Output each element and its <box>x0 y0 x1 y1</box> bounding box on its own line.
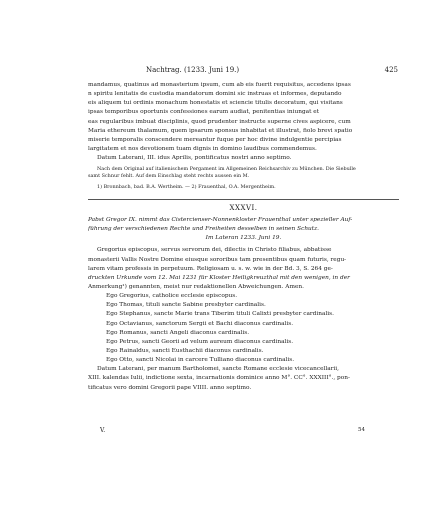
text-line: Datum Laterani, per manum Bartholomei, sancte Romane ecclesie vicecancellarii, <box>97 366 339 373</box>
regest-line: führung der verschiedenen Rechte und Freiheiten desselben in seinen Schutz. <box>88 226 320 233</box>
text-line: Gregorius episcopus, servus servorum dei, dilectis in Christo filiabus, abbatisse <box>97 247 332 254</box>
section-divider <box>88 199 399 200</box>
note-line: samt Schnur fehlt. Auf dem Einschlag steht rechts aussen ein M. <box>88 173 250 180</box>
top-text-block <box>88 81 399 163</box>
witness-line: Ego Petrus, sancti Georii ad velum aureum diaconus cardinalis. <box>106 338 294 345</box>
witness-line: Ego Otto, sancti Nicolai in carcere Tulliano diaconus cardinalis. <box>106 357 295 364</box>
text-line: ipsas temporibus oportunis confessiones earum audiat, penitentias iniungat et <box>88 109 320 116</box>
regest <box>88 216 399 234</box>
text-line: eas regularibus imbuat disciplinis, quod prudenter instructe superne cives aspicere, cum <box>88 118 351 125</box>
note-line: Nach dem Original auf italienischem Pergament im Allgemeinen Reichsarchiv zu München. Die Siebulle <box>97 166 356 173</box>
text-line: druckten Urkunde vom 12. Mai 1231 für Kloster Heiligkreuzthal mit den wenigen, in der <box>88 274 350 281</box>
witness-line: Ego Gregorius, catholice ecclesie episcopus. <box>106 293 238 300</box>
witness-line: Ego Stephanus, sancte Marie trans Tiberim tituli Calixti presbyter cardinalis. <box>106 311 334 318</box>
witness-list <box>88 292 399 365</box>
footnote: 1) Bronnbach, bad. B.A. Wertheim. — 2) Frauenthal, O.A. Mergentheim. <box>97 183 276 190</box>
dating-line: Datum Laterani, III. idus Aprilis, pontificatus nostri anno septimo. <box>97 155 292 162</box>
text-line: XIII. kalendas Iulii, indictione sexta, incarnationis dominice anno M°. CC°. XXXIII°., pon- <box>88 375 350 382</box>
text-line: monasterii Vallis Nostre Domine eiusque sororibus tam presentibus quam futuris, regu- <box>88 256 347 263</box>
text-line: tificatus vero domini Gregorii pape VIIII. anno septimo. <box>88 384 252 391</box>
text-line: Anmerkung¹) genannten, meist nur redaktionellen Abweichungen. Amen. <box>88 283 304 290</box>
witness-line: Ego Rainaldus, sancti Eusthachii diaconus cardinalis. <box>106 347 264 354</box>
witness-line: Ego Romanus, sancti Angeli diaconus cardinalis. <box>106 329 250 336</box>
volume-mark: V. <box>100 427 106 434</box>
running-title: Nachtrag. (1233. Juni 19.) <box>146 66 240 74</box>
regest-line: Pabst Gregor IX. nimmt das Cistercienser-Nonnenkloster Frauenthal unter spezieller Auf- <box>88 216 353 223</box>
source-note <box>88 166 399 180</box>
text-line: Maria ethereum thalamum, quem ipsarum sponsus inhabitat et illustrat, fiolo brevi spatio <box>88 127 353 134</box>
closing-text-block <box>88 365 399 392</box>
place-date: Im Lateran 1233. Juni 19. <box>205 235 282 242</box>
page-number: 425 <box>384 66 398 74</box>
text-line: mandamus, quatinus ad monasterium ipsum, cum ab eis fuerit requisitus, accedens ipsas <box>88 82 351 88</box>
witness-line: Ego Thomas, tituli sancte Sabine presbyter cardinalis. <box>106 302 266 309</box>
text-line: eis aliquem tui ordinis monachum honestatis et sciencie titulis decoratum, qui visitans <box>88 100 343 107</box>
text-line: miserie temporalis conscendere mereantur fuque per hoc divine indulgentie percipias <box>88 136 342 143</box>
main-text-block <box>88 246 399 292</box>
text-line: largitatem et nos devotionem tuam dignis in domino laudibus commendemus. <box>88 145 317 152</box>
body-text <box>88 81 399 393</box>
witness-line: Ego Octavianus, sanctorum Sergii et Bachi diaconus cardinalis. <box>106 320 294 327</box>
document-number: XXXVI. <box>229 203 258 212</box>
text-line: larem vitam professis in perpetuum. Religiosam u. s. w. wie in der Bd. 3, S. 264 ge- <box>88 265 333 272</box>
signature-mark: 54 <box>358 427 365 433</box>
text-line: n spiritu lenitatis de custodia mandatorum domini sic instruas et informes, deputando <box>88 91 342 98</box>
